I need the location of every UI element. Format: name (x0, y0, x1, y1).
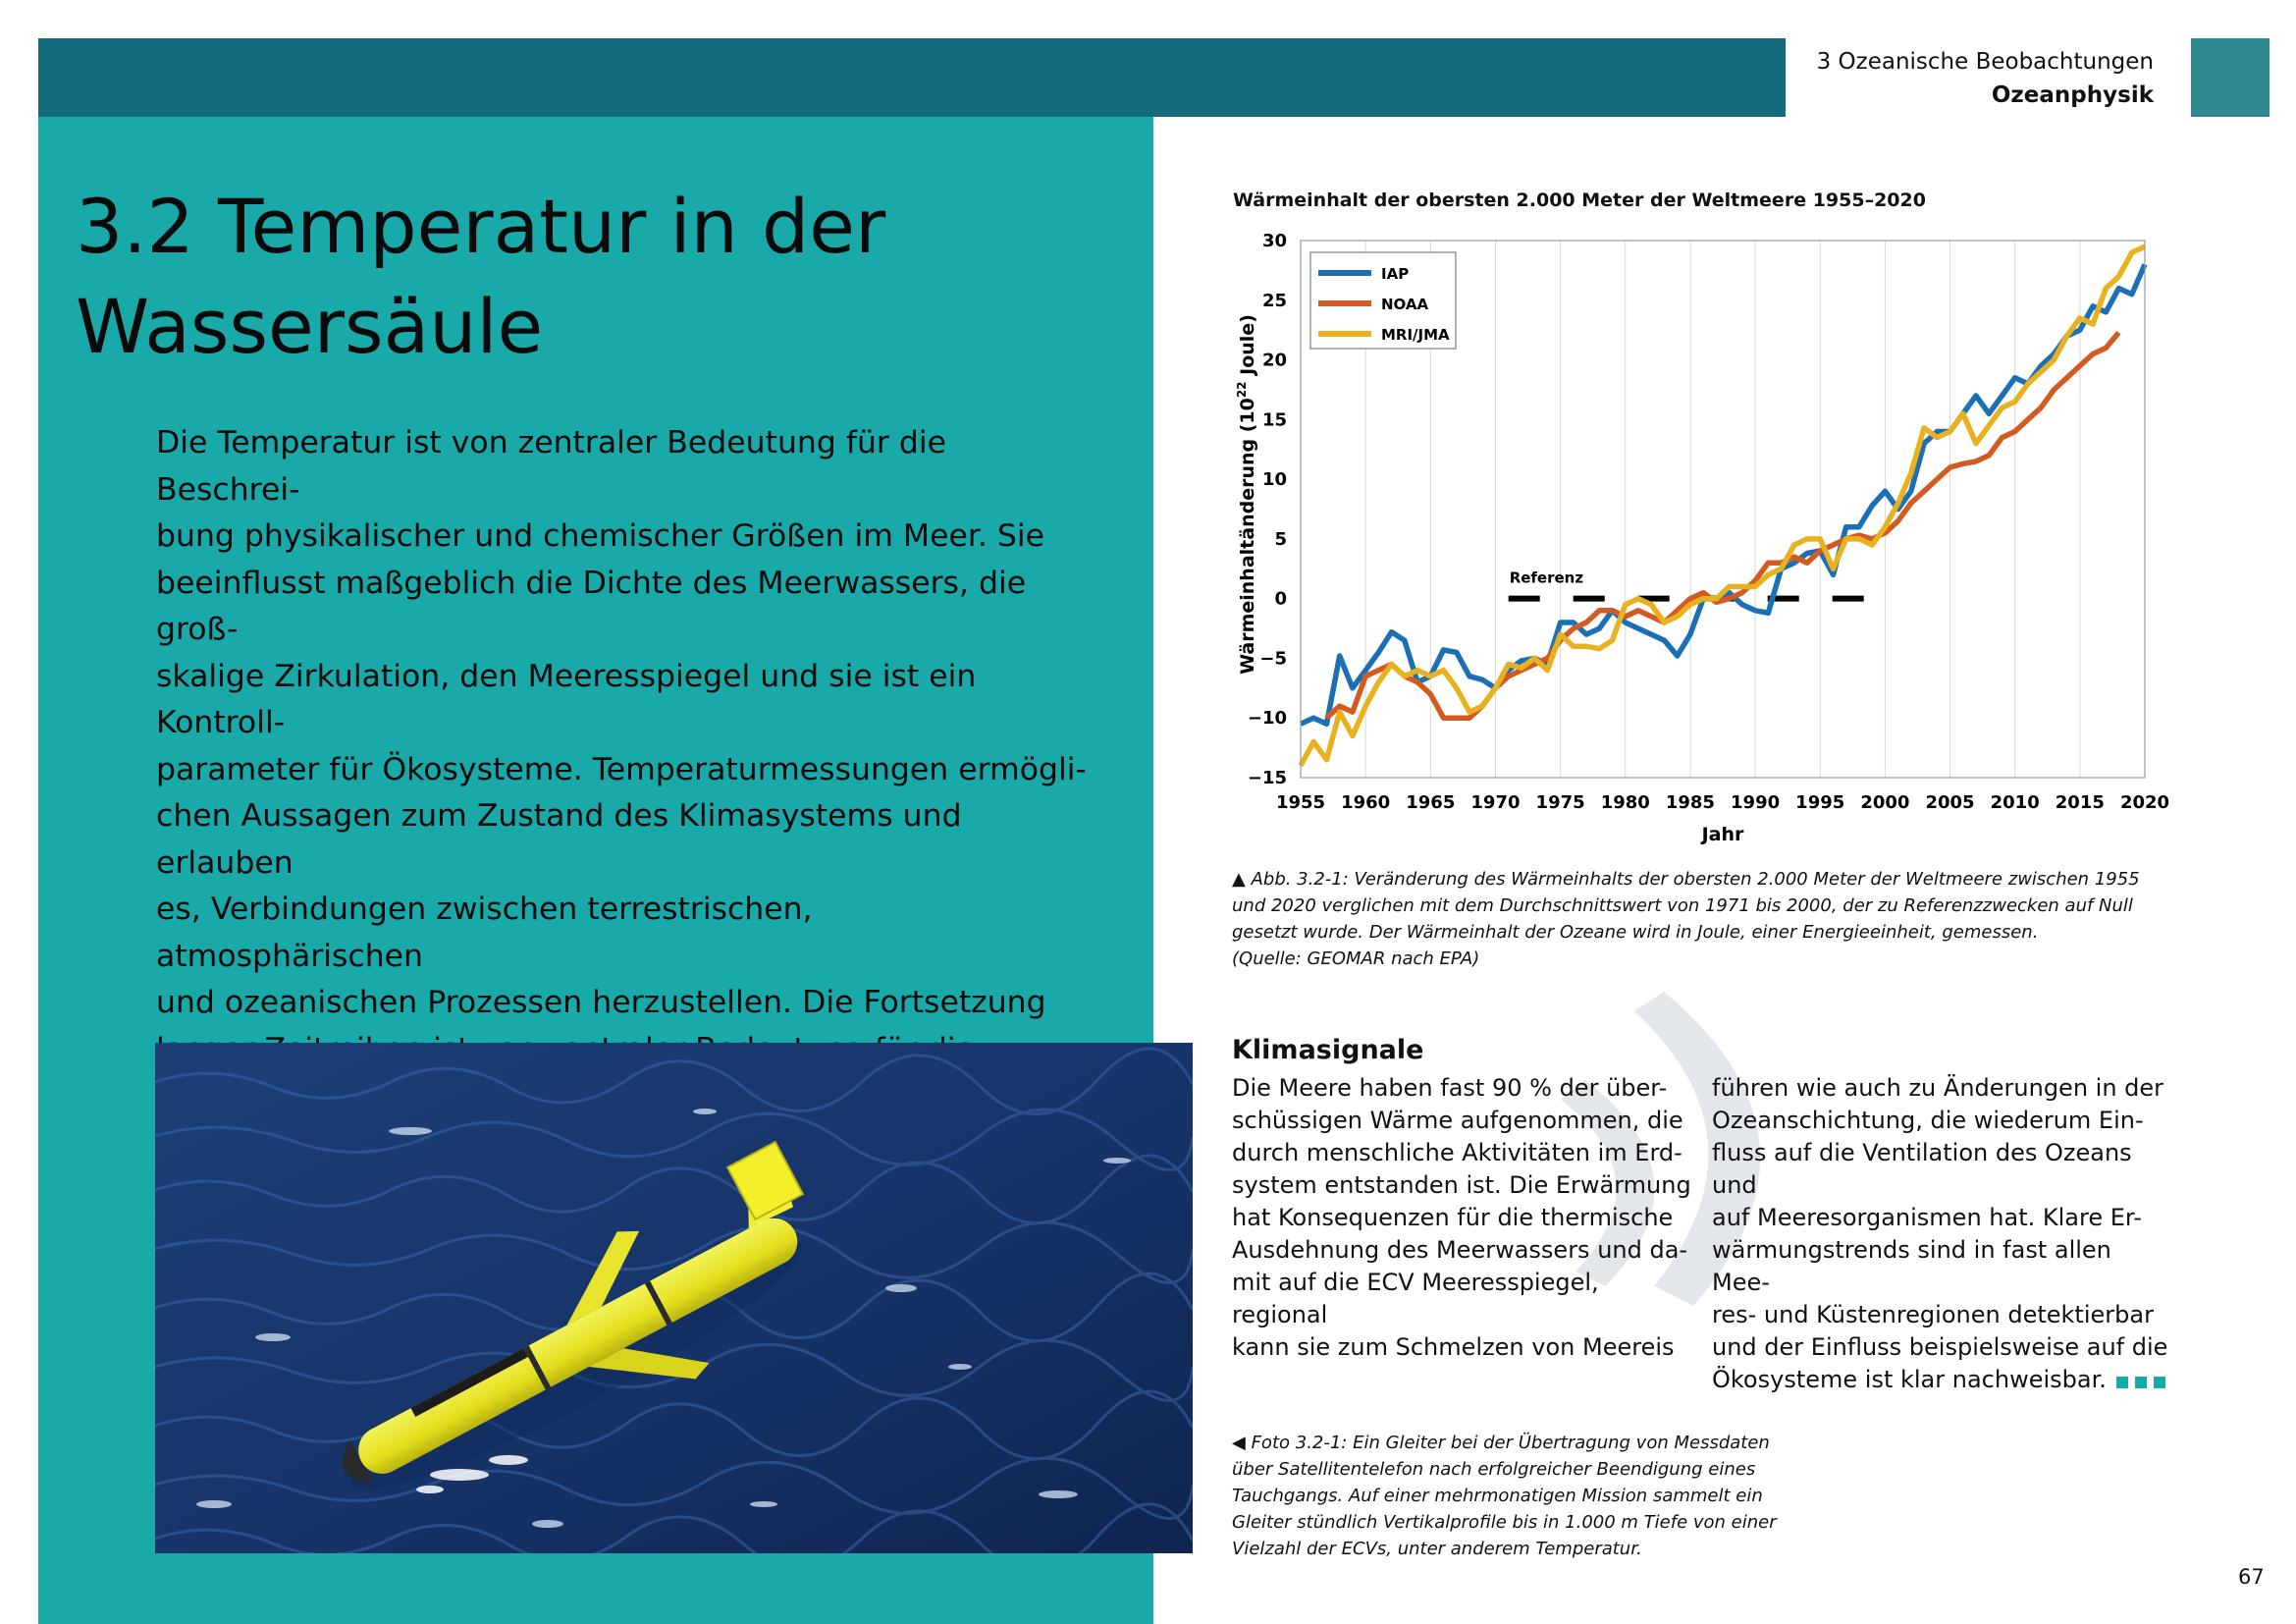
y-tick-label: 0 (1274, 588, 1287, 610)
text-line: Die Meere haben fast 90 % der über- (1232, 1074, 1668, 1102)
ylabel-exp: 22 (1235, 381, 1249, 399)
caption-marker: ◀ (1232, 1433, 1246, 1453)
text-line (1712, 1364, 2173, 1397)
x-tick-label: 2005 (1925, 792, 1975, 813)
caption-marker: ▲ (1232, 869, 1246, 890)
y-axis-label (1235, 314, 1258, 675)
caption-line: Vielzahl der ECVs, unter anderem Temperatur. (1232, 1539, 1642, 1559)
intro-line: es, Verbindungen zwischen terrestrischen, atmosphärischen (156, 892, 813, 974)
y-tick-label: 5 (1274, 528, 1287, 550)
text-line: res- und Küstenregionen detektierbar (1712, 1301, 2154, 1328)
caption-text: Foto 3.2-1: Ein Gleiter bei der Übertragung von Messdaten (1251, 1433, 1770, 1453)
legend-label: IAP (1381, 265, 1410, 283)
page-number: 67 (2238, 1565, 2265, 1589)
y-tick-label: −15 (1247, 768, 1287, 788)
legend-label: NOAA (1381, 296, 1429, 313)
x-tick-label: 1975 (1535, 792, 1585, 813)
chart-title: Wärmeinhalt der obersten 2.000 Meter der Weltmeere 1955–2020 (1233, 189, 1926, 211)
text-line: wärmungstrends sind in fast allen Mee- (1712, 1236, 2111, 1296)
page-title (76, 177, 885, 377)
running-header (1817, 45, 2154, 112)
x-tick-label: 1980 (1600, 792, 1650, 813)
text-line: schüssigen Wärme aufgenommen, die (1232, 1107, 1683, 1134)
ocean-heat-content-chart (1232, 221, 2174, 849)
caption-text: Abb. 3.2-1: Veränderung des Wärmeinhalts der obersten 2.000 Meter der Weltmeere zwischen 1955 und 2020 verglichen mit dem Durchschnittswert von 1971 bis 2000, der zu Referenzzwecken auf Null gesetzt wurde. Der Wärmeinhalt der Ozeane wird in Joule, einer Energieeinheit, gemessen. (1232, 869, 2140, 943)
reference-label: Referenz (1509, 568, 1584, 587)
chart-caption (1232, 866, 2155, 972)
x-axis-label: Jahr (1701, 824, 1744, 845)
text-line: fluss auf die Ventilation des Ozeans und (1712, 1139, 2132, 1199)
intro-line: bung physikalischer und chemischer Größen im Meer. Sie (156, 518, 1045, 554)
text-line: Ozeanschichtung, die wiederum Ein- (1712, 1107, 2144, 1134)
end-of-article-marks (2116, 1365, 2172, 1397)
intro-line: chen Aussagen zum Zustand des Klimasystems und erlauben (156, 798, 962, 881)
glider-photo (155, 1043, 1193, 1553)
klimasignale-column-2 (1712, 1072, 2173, 1397)
intro-line: beeinflusst maßgeblich die Dichte des Meerwassers, die groß- (156, 565, 1027, 647)
x-tick-label: 1985 (1665, 792, 1715, 813)
intro-line: skalige Zirkulation, den Meeresspiegel und sie ist ein Kontroll- (156, 658, 977, 740)
text-line: führen wie auch zu Änderungen in der (1712, 1074, 2164, 1102)
x-tick-label: 1960 (1341, 792, 1391, 813)
section-label: Ozeanphysik (1991, 82, 2154, 108)
text-line: mit auf die ECV Meeresspiegel, regional (1232, 1269, 1599, 1328)
caption-line: Gleiter stündlich Vertikalprofile bis in 1.000 m Tiefe von einer (1232, 1512, 1777, 1533)
caption-line: Tauchgangs. Auf einer mehrmonatigen Mission sammelt ein (1232, 1486, 1763, 1506)
y-tick-label: −10 (1247, 708, 1287, 730)
y-tick-label: 30 (1261, 231, 1287, 251)
x-tick-label: 1970 (1470, 792, 1521, 813)
text-line: hat Konsequenzen für die thermische (1232, 1204, 1674, 1231)
text-line: durch menschliche Aktivitäten im Erd- (1232, 1139, 1682, 1166)
text-line: Ausdehnung des Meerwassers und da- (1232, 1236, 1688, 1264)
y-tick-label: 25 (1261, 290, 1287, 311)
y-tick-label: −5 (1259, 648, 1287, 670)
last-line-text: Ökosysteme ist klar nachweisbar. (1712, 1366, 2107, 1393)
x-tick-label: 1955 (1275, 792, 1326, 813)
x-tick-label: 1965 (1406, 792, 1456, 813)
x-tick-label: 2000 (1860, 792, 1910, 813)
intro-line: und ozeanischen Prozessen herzustellen. Die Fortsetzung (156, 985, 1046, 1020)
header-corner-block (2191, 38, 2269, 117)
x-tick-label: 2010 (1990, 792, 2040, 813)
klimasignale-column-1 (1232, 1072, 1693, 1364)
text-line: und der Einfluss beispielsweise auf die (1712, 1333, 2168, 1361)
x-tick-label: 1990 (1731, 792, 1781, 813)
legend-label: MRI/JMA (1381, 326, 1450, 344)
title-line-2: Wassersäule (76, 283, 544, 370)
x-tick-label: 1995 (1795, 792, 1845, 813)
title-line-1: 3.2 Temperatur in der (76, 183, 886, 270)
ylabel-suffix: Joule) (1237, 314, 1258, 382)
text-line: kann sie zum Schmelzen von Meereis (1232, 1333, 1675, 1361)
y-tick-label: 10 (1261, 469, 1287, 491)
intro-line: parameter für Ökosysteme. Temperaturmessungen ermögli- (156, 751, 1087, 787)
text-line: system entstanden ist. Die Erwärmung (1232, 1171, 1691, 1199)
text-line: auf Meeresorganismen hat. Klare Er- (1712, 1204, 2142, 1231)
y-tick-label: 15 (1261, 409, 1287, 431)
x-tick-label: 2020 (2119, 792, 2170, 813)
header-bar (38, 38, 1786, 117)
caption-source: (Quelle: GEOMAR nach EPA) (1232, 948, 1480, 969)
klimasignale-heading: Klimasignale (1232, 1035, 1424, 1065)
y-tick-label: 20 (1261, 350, 1287, 371)
intro-line: Die Temperatur ist von zentraler Bedeutung für die Beschrei- (156, 425, 947, 508)
x-tick-label: 2015 (2055, 792, 2105, 813)
caption-line (1232, 1430, 1782, 1456)
chapter-label: 3 Ozeanische Beobachtungen (1816, 49, 2154, 75)
caption-line: über Satellitentelefon nach erfolgreicher Beendigung eines (1232, 1459, 1756, 1480)
photo-caption (1232, 1430, 1782, 1562)
ylabel-prefix: Wärmeinhaltänderung (10 (1237, 398, 1258, 675)
series-line-noaa (1327, 333, 2119, 719)
